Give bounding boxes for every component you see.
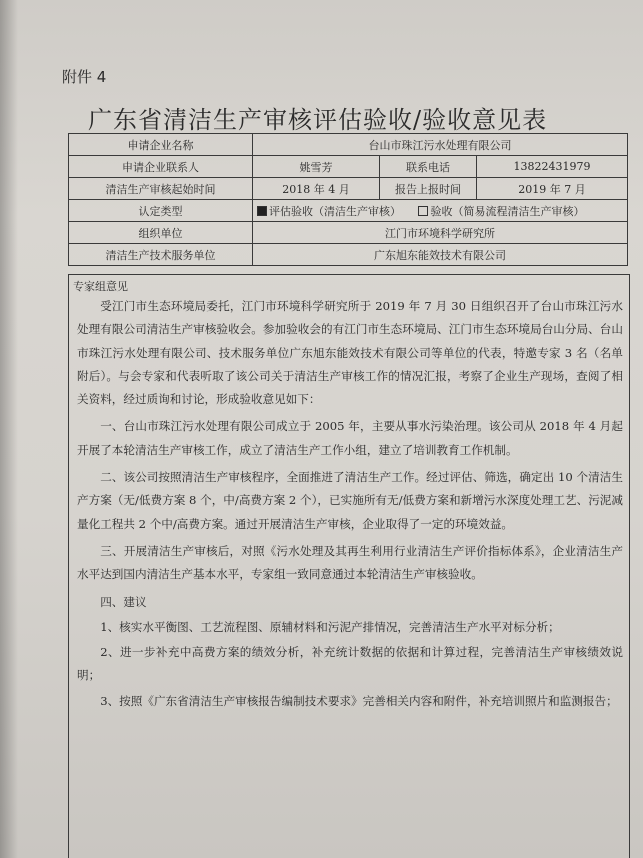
type-label: 认定类型 xyxy=(69,200,253,222)
suggestion-2: 2、进一步补充中高费方案的绩效分析，补充统计数据的依据和计算过程，完善清洁生产审核绩效说明； xyxy=(77,645,623,683)
table-row xyxy=(69,156,628,178)
table-row xyxy=(69,244,628,266)
service-label: 清洁生产技术服务单位 xyxy=(69,244,253,266)
start-time-label: 清洁生产审核起始时间 xyxy=(69,178,253,200)
type-option-acceptance: 验收（简易流程清洁生产审核） xyxy=(430,204,585,218)
contact-value: 姚雪芳 xyxy=(253,156,380,178)
opinion-paragraph-intro: 受江门市生态环境局委托，江门市环境科学研究所于 2019 年 7 月 30 日组织召开了台山市珠江污水处理有限公司清洁生产审核验收会。参加验收会的有江门市生态环境局、江门市生态环境局台山分局、台山市珠江污水处理有限公司、技术服务单位广东旭东能效技术有限公司等单位的代表，特邀专家 3 名（名单附后）。与会专家和代表听取了该公司关于清洁生产审核工作的情况汇报，考察了企业生产现场，查阅了相关资料，经过质询和讨论，形成验收意见如下： xyxy=(77,299,623,407)
opinion-body xyxy=(77,295,623,715)
expert-opinion-section xyxy=(68,274,630,858)
start-time-value: 2018 年 4 月 xyxy=(253,178,380,200)
company-value: 台山市珠江污水处理有限公司 xyxy=(253,134,628,156)
suggestions-heading: 四、建议 xyxy=(100,594,147,609)
attachment-label: 附件 4 xyxy=(62,68,107,86)
document-title: 广东省清洁生产审核评估验收/验收意见表 xyxy=(88,106,548,134)
report-time-value: 2019 年 7 月 xyxy=(477,178,628,200)
table-row xyxy=(69,222,628,244)
checkbox-evaluation xyxy=(257,206,267,216)
checkbox-acceptance xyxy=(418,206,428,216)
type-option-evaluation: 评估验收（清洁生产审核） xyxy=(269,204,401,218)
type-options xyxy=(253,200,628,222)
phone-value: 13822431979 xyxy=(477,156,628,178)
opinion-paragraph-1: 一、台山市珠江污水处理有限公司成立于 2005 年，主要从事水污染治理。该公司从 2018 年 4 月起开展了本轮清洁生产审核工作，成立了清洁生产工作小组，建立了培训教育工作机制。 xyxy=(77,419,623,457)
page-shadow xyxy=(0,0,18,858)
opinion-paragraph-2: 二、该公司按照清洁生产审核程序，全面推进了清洁生产工作。经过评估、筛选，确定出 10 个清洁生产方案（无/低费方案 8 个，中/高费方案 2 个），已实施所有无/低费方案和新增污水深度处理工艺、污泥减量化工程共 2 个中/高费方案。通过开展清洁生产审核，企业取得了一定的环境效益。 xyxy=(77,470,623,531)
application-form-table xyxy=(68,133,628,266)
phone-label: 联系电话 xyxy=(380,156,477,178)
report-time-label: 报告上报时间 xyxy=(380,178,477,200)
suggestion-3: 3、按照《广东省清洁生产审核报告编制技术要求》完善相关内容和附件，补充培训照片和监测报告； xyxy=(100,693,618,708)
company-label: 申请企业名称 xyxy=(69,134,253,156)
table-row xyxy=(69,178,628,200)
contact-label: 申请企业联系人 xyxy=(69,156,253,178)
org-label: 组织单位 xyxy=(69,222,253,244)
opinion-heading: 专家组意见 xyxy=(73,280,128,293)
table-row xyxy=(69,134,628,156)
suggestion-1: 1、核实水平衡图、工艺流程图、原辅材料和污泥产排情况，完善清洁生产水平对标分析； xyxy=(100,619,560,634)
table-row xyxy=(69,200,628,222)
opinion-paragraph-3: 三、开展清洁生产审核后，对照《污水处理及其再生利用行业清洁生产评价指标体系》，企业清洁生产水平达到国内清洁生产基本水平，专家组一致同意通过本轮清洁生产审核验收。 xyxy=(77,543,623,582)
service-value: 广东旭东能效技术有限公司 xyxy=(253,244,628,266)
org-value: 江门市环境科学研究所 xyxy=(253,222,628,244)
